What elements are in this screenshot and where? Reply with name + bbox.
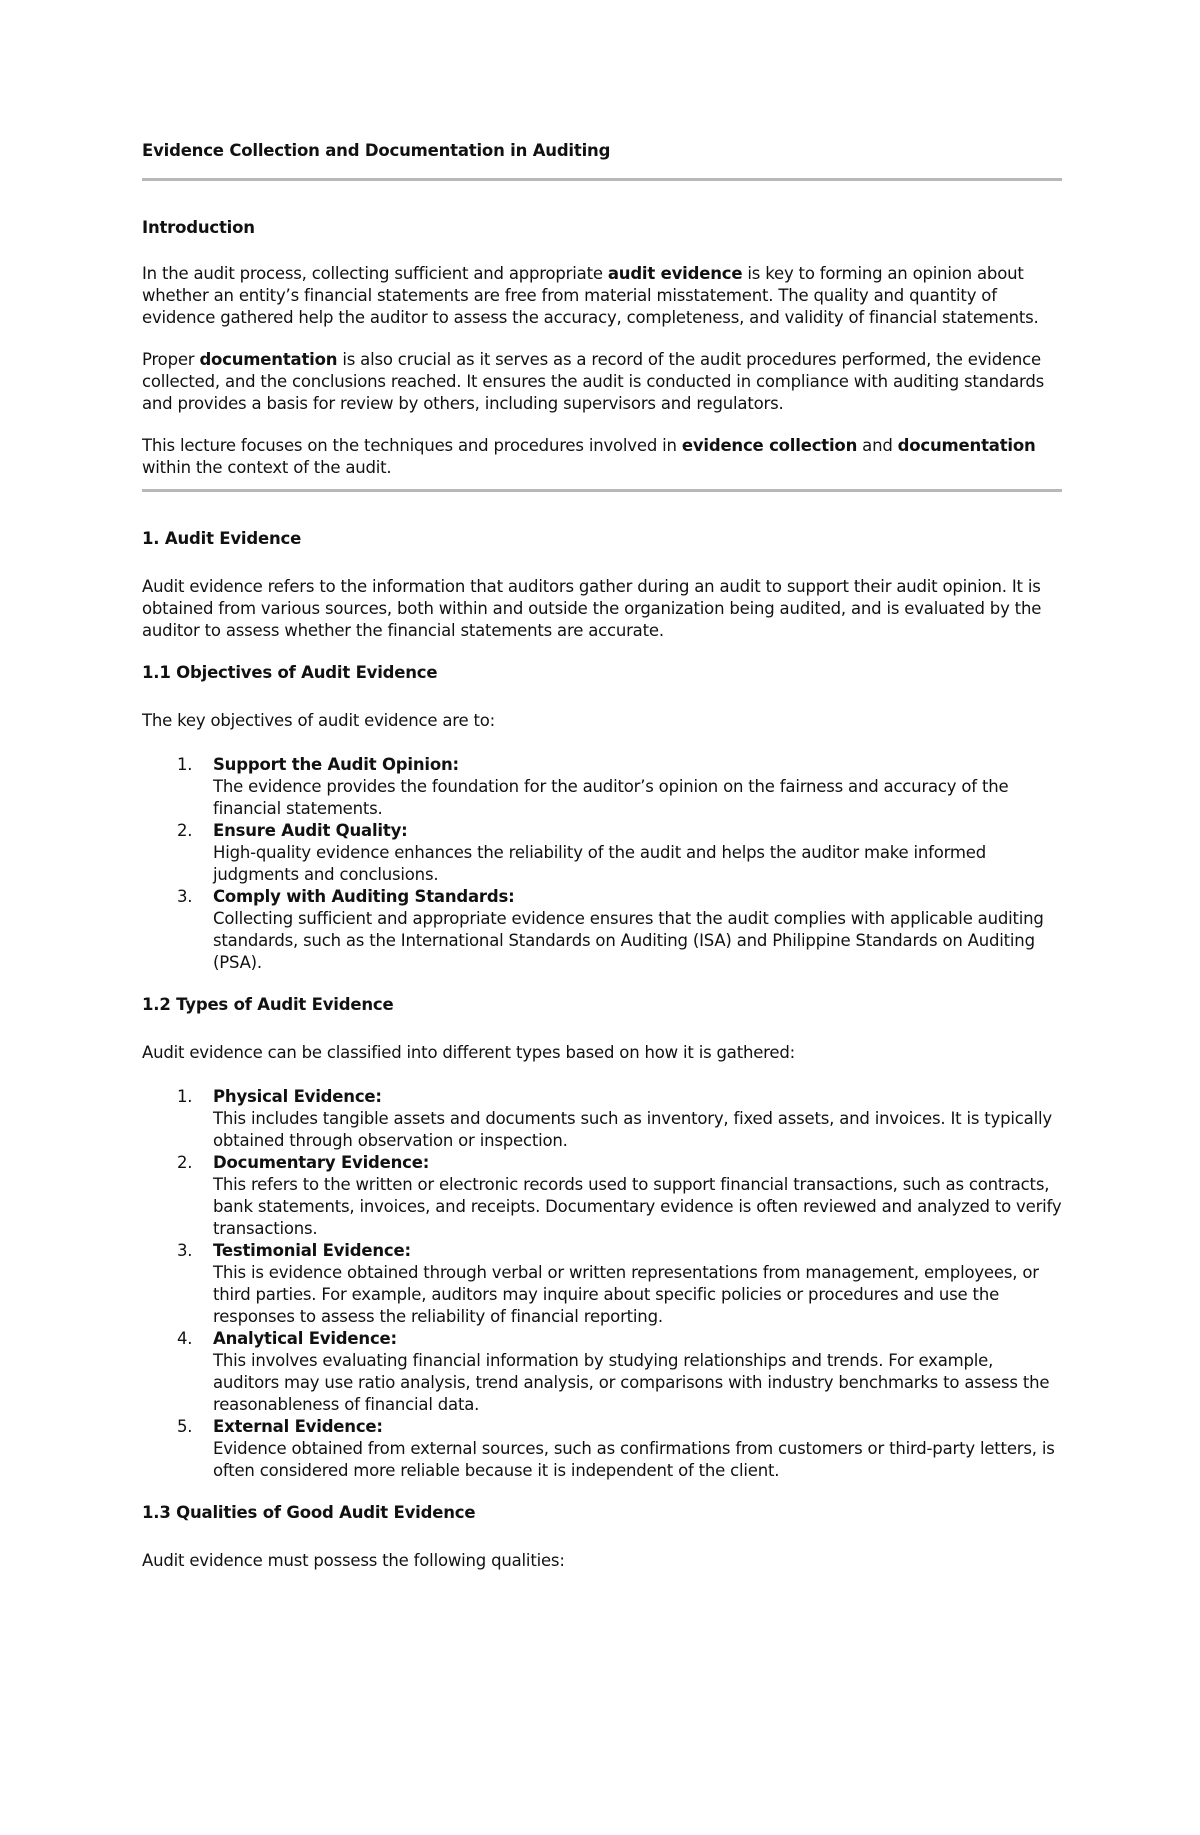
list-item-number: 5.: [177, 1417, 193, 1436]
list-item: [142, 1240, 1062, 1328]
list-item-number: 3.: [177, 887, 193, 906]
intro-paragraph-2: [142, 349, 1062, 415]
intro-p3-text-mid: and: [857, 436, 898, 455]
intro-p1-bold: audit evidence: [607, 264, 743, 283]
list-item-description: This refers to the written or electronic records used to support financial transactions, such as contracts, bank statements, invoices, and receipts. Documentary evidence is often reviewed and analyzed to verify transactions.: [213, 1175, 1062, 1238]
title-divider: [142, 178, 1062, 181]
list-item-description: This is evidence obtained through verbal or written representations from management, employees, or third parties. For example, auditors may inquire about specific policies or procedures and use the responses to assess the reliability of financial reporting.: [213, 1263, 1039, 1326]
intro-divider: [142, 489, 1062, 492]
list-item-number: 1.: [177, 1087, 193, 1106]
list-item-number: 2.: [177, 821, 193, 840]
intro-paragraph-3: [142, 435, 1062, 479]
intro-heading: Introduction: [142, 218, 255, 237]
intro-p1-text-end: is key to forming an opinion about whether an entity’s financial statements are free from material misstatement. The quality and quantity of evidence gathered help the auditor to assess the accuracy, completeness, and validity of financial statements.: [142, 264, 1039, 327]
list-item: [142, 1328, 1062, 1416]
list-item-title: Support the Audit Opinion:: [213, 755, 459, 774]
list-item: [142, 1086, 1062, 1152]
list-item: [142, 754, 1062, 820]
list-item-description: This includes tangible assets and documents such as inventory, fixed assets, and invoices. It is typically obtained through observation or inspection.: [213, 1109, 1052, 1150]
list-item-title: Ensure Audit Quality:: [213, 821, 408, 840]
list-item-description: Collecting sufficient and appropriate evidence ensures that the audit complies with applicable auditing standards, such as the International Standards on Auditing (ISA) and Philippine Standards on Auditing (PSA).: [213, 909, 1044, 972]
list-item-title: Physical Evidence:: [213, 1087, 382, 1106]
list-item-number: 4.: [177, 1329, 193, 1348]
list-item-number: 3.: [177, 1241, 193, 1260]
list-item-title: Testimonial Evidence:: [213, 1241, 411, 1260]
list-item-number: 2.: [177, 1153, 193, 1172]
section-1-heading: 1. Audit Evidence: [142, 529, 302, 548]
section-1-3-heading: 1.3 Qualities of Good Audit Evidence: [142, 1503, 476, 1522]
list-item-title: External Evidence:: [213, 1417, 383, 1436]
section-1-2-heading: 1.2 Types of Audit Evidence: [142, 995, 394, 1014]
list-item-description: High-quality evidence enhances the reliability of the audit and helps the auditor make informed judgments and conclusions.: [213, 843, 987, 884]
list-item: [142, 1416, 1062, 1482]
objectives-list: [142, 754, 1062, 974]
intro-paragraph-1: [142, 263, 1062, 329]
document-title: Evidence Collection and Documentation in Auditing: [142, 141, 611, 160]
list-item: [142, 886, 1062, 974]
section-1-1-intro: The key objectives of audit evidence are to:: [142, 711, 496, 730]
list-item-description: The evidence provides the foundation for the auditor’s opinion on the fairness and accuracy of the financial statements.: [213, 777, 1009, 818]
intro-p2-text-start: Proper: [142, 350, 200, 369]
list-item-title: Documentary Evidence:: [213, 1153, 430, 1172]
list-item-title: Analytical Evidence:: [213, 1329, 397, 1348]
section-1-3-intro: Audit evidence must possess the following qualities:: [142, 1551, 565, 1570]
intro-p3-text-end: within the context of the audit.: [142, 458, 392, 477]
intro-p3-bold-1: evidence collection: [681, 436, 858, 455]
list-item: [142, 820, 1062, 886]
intro-p2-text-end: is also crucial as it serves as a record of the audit procedures performed, the evidence collected, and the conclusions reached. It ensures the audit is conducted in compliance with auditing standards and provides a basis for review by others, including supervisors and regulators.: [142, 350, 1045, 413]
list-item-description: Evidence obtained from external sources, such as confirmations from customers or third-party letters, is often considered more reliable because it is independent of the client.: [213, 1439, 1055, 1480]
list-item: [142, 1152, 1062, 1240]
list-item-number: 1.: [177, 755, 193, 774]
intro-p3-bold-2: documentation: [897, 436, 1036, 455]
intro-p3-text-start: This lecture focuses on the techniques and procedures involved in: [142, 436, 682, 455]
list-item-title: Comply with Auditing Standards:: [213, 887, 515, 906]
evidence-types-list: [142, 1086, 1062, 1482]
section-1-1-heading: 1.1 Objectives of Audit Evidence: [142, 663, 438, 682]
intro-p2-bold: documentation: [199, 350, 338, 369]
list-item-description: This involves evaluating financial information by studying relationships and trends. For example, auditors may use ratio analysis, trend analysis, or comparisons with industry benchmarks to assess the reasonableness of financial data.: [213, 1351, 1050, 1414]
section-1-2-intro: Audit evidence can be classified into different types based on how it is gathered:: [142, 1043, 795, 1062]
intro-p1-text-start: In the audit process, collecting sufficient and appropriate: [142, 264, 608, 283]
section-1-text: Audit evidence refers to the information that auditors gather during an audit to support their audit opinion. It is obtained from various sources, both within and outside the organization being audited, and is evaluated by the auditor to assess whether the financial statements are accurate.: [142, 577, 1042, 640]
document-page: [142, 140, 1062, 1572]
